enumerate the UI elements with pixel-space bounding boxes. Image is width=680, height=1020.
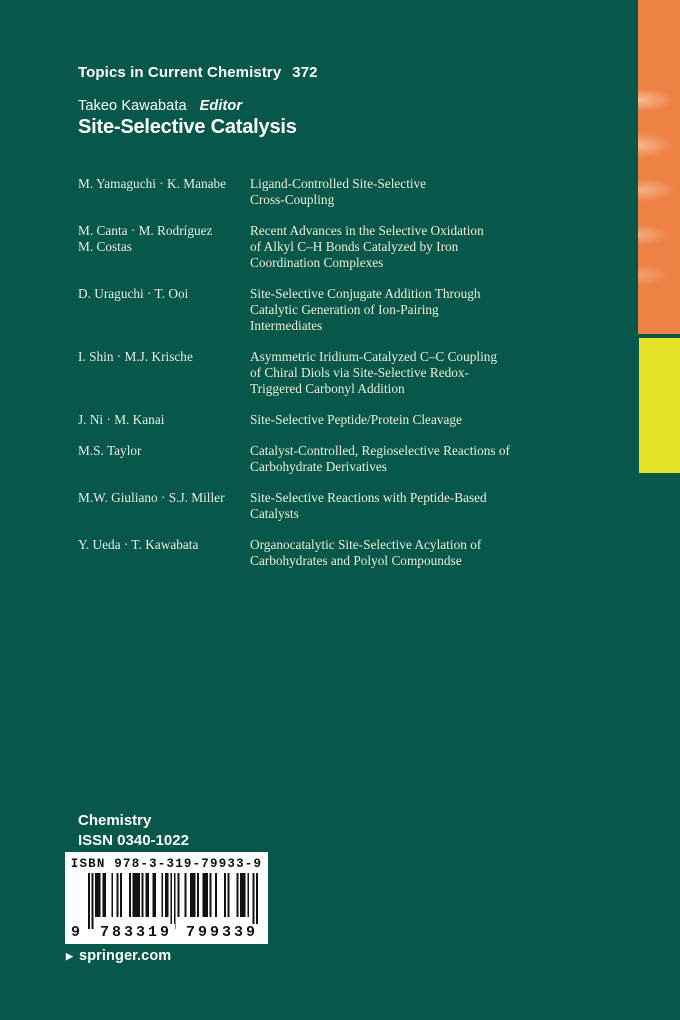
editor-role: Editor	[199, 98, 243, 114]
arrow-right-icon: ▶	[66, 950, 74, 961]
chapter-title: Organocatalytic Site-Selective Acylation of Carbohydrates and Polyol Compoundse	[250, 537, 482, 568]
issn-label: ISSN 0340-1022	[78, 832, 189, 849]
barcode-digits-left: 783319	[97, 924, 175, 941]
editor-line	[78, 98, 318, 114]
chapter-authors: M.W. Giuliano · S.J. Miller	[78, 490, 225, 505]
editor-name: Takeo Kawabata	[78, 98, 187, 114]
contents-row	[78, 349, 558, 397]
chapter-authors: D. Uraguchi · T. Ooi	[78, 286, 189, 301]
barcode-digits-right: 799339	[183, 924, 261, 941]
subject-label: Chemistry	[78, 812, 152, 829]
contents-row	[78, 490, 558, 522]
chapter-title: Catalyst-Controlled, Regioselective Reactions of Carbohydrate Derivatives	[250, 443, 510, 474]
publisher-link	[66, 948, 171, 964]
contents-row	[78, 537, 558, 569]
chapter-title: Recent Advances in the Selective Oxidation of Alkyl C–H Bonds Catalyzed by Iron Coordination Complexes	[250, 223, 484, 270]
chapter-title: Site-Selective Peptide/Protein Cleavage	[250, 412, 462, 427]
chapter-authors: Y. Ueda · T. Kawabata	[78, 537, 199, 552]
contents-row	[78, 286, 558, 334]
contents-list	[78, 176, 558, 584]
chapter-authors: M.S. Taylor	[78, 443, 142, 458]
chapter-title: Asymmetric Iridium-Catalyzed C–C Coupling of Chiral Diols via Site-Selective Redox- Triggered Carbonyl Addition	[250, 349, 498, 396]
series-title: Topics in Current Chemistry	[78, 64, 282, 81]
barcode-digit-first: 9	[71, 924, 81, 941]
contents-row	[78, 176, 558, 208]
orange-stripe	[638, 0, 680, 334]
contents-row	[78, 223, 558, 271]
series-line	[78, 64, 318, 81]
yellow-stripe	[639, 338, 680, 473]
publisher-url: springer.com	[79, 948, 172, 964]
ean13-barcode	[88, 873, 258, 929]
chapter-authors: J. Ni · M. Kanai	[78, 412, 165, 427]
contents-row	[78, 443, 558, 475]
barcode-digits	[71, 924, 261, 941]
isbn-label: ISBN 978-3-319-79933-9	[70, 857, 263, 871]
chapter-title: Site-Selective Reactions with Peptide-Based Catalysts	[250, 490, 487, 521]
book-title: Site-Selective Catalysis	[78, 116, 297, 138]
isbn-barcode-box	[65, 852, 268, 944]
cover-header	[78, 64, 318, 139]
chapter-authors: I. Shin · M.J. Krische	[78, 349, 193, 364]
contents-row	[78, 412, 558, 428]
series-number: 372	[292, 64, 318, 81]
chapter-authors: M. Yamaguchi · K. Manabe	[78, 176, 227, 191]
chapter-title: Site-Selective Conjugate Addition Through Catalytic Generation of Ion-Pairing Intermediates	[250, 286, 481, 333]
chapter-title: Ligand-Controlled Site-Selective Cross-Coupling	[250, 176, 427, 207]
chapter-authors: M. Canta · M. Rodríguez M. Costas	[78, 223, 213, 254]
